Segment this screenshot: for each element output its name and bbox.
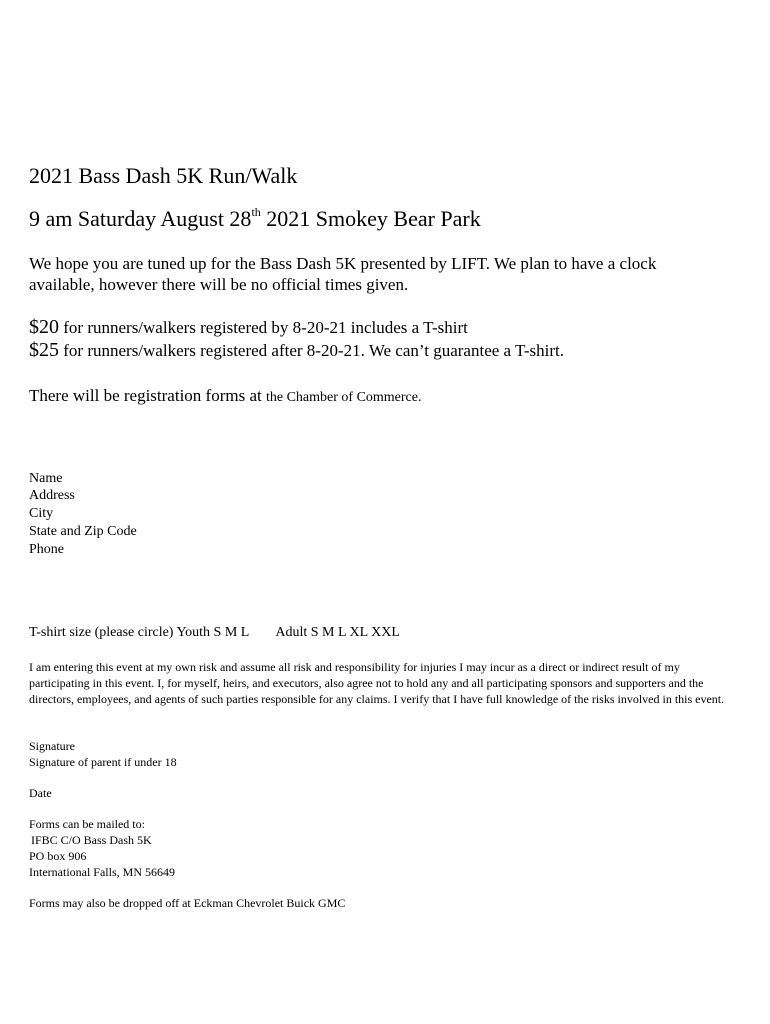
field-state-zip-label: State and Zip Code: [29, 524, 137, 539]
field-name-label: Name: [29, 471, 63, 486]
registration-location-place: the Chamber of Commerce.: [265, 390, 422, 405]
parent-signature-label: Signature of parent if under 18: [29, 755, 177, 769]
tshirt-adult-sizes: Adult S M L XL XXL: [275, 625, 400, 640]
field-address-label: Address: [29, 488, 75, 503]
price-late-text: for runners/walkers registered after 8-20-21. We can’t guarantee a T-shirt.: [59, 341, 564, 360]
field-city-label: City: [29, 506, 54, 521]
price-late-amount: $25: [29, 339, 59, 361]
event-subtitle-location: 2021 Smokey Bear Park: [260, 206, 481, 231]
tshirt-youth-sizes: T-shirt size (please circle) Youth S M L: [29, 625, 250, 640]
registration-location-lead: There will be registration forms at: [29, 386, 266, 405]
field-phone-label: Phone: [29, 542, 64, 557]
price-line-late: [29, 339, 564, 362]
mailing-address-line1: IFBC C/O Bass Dash 5K: [31, 833, 152, 847]
event-subtitle-date: 9 am Saturday August 28: [29, 206, 252, 231]
event-title: 2021 Bass Dash 5K Run/Walk: [29, 163, 298, 188]
price-line-early: [29, 316, 468, 339]
mailing-address-line3: International Falls, MN 56649: [29, 865, 175, 879]
dropoff-note: Forms may also be dropped off at Eckman Chevrolet Buick GMC: [29, 896, 346, 910]
tshirt-size-line: [29, 625, 400, 641]
mailing-heading: Forms can be mailed to:: [29, 817, 145, 831]
price-early-text: for runners/walkers registered by 8-20-21 includes a T-shirt: [59, 318, 468, 337]
event-subtitle-ordinal: th: [251, 204, 261, 219]
liability-waiver: I am entering this event at my own risk and assume all risk and responsibility for injuries I may incur as a direct or indirect result of my participating in this event. I, for myself, heirs, and executors, also agree not to hold any and all participating sponsors and supporters and the directors, employees, and agents of such parties responsible for any claims. I verify that I have full knowledge of the risks involved in this event.: [29, 660, 725, 706]
mailing-address-line2: PO box 906: [29, 849, 87, 863]
price-early-amount: $20: [29, 316, 59, 338]
intro-paragraph: We hope you are tuned up for the Bass Dash 5K presented by LIFT. We plan to have a clock available, however there will be no official times given.: [29, 254, 657, 294]
registration-location: [29, 386, 422, 406]
event-subtitle: [29, 206, 481, 232]
signature-label: Signature: [29, 739, 75, 753]
date-label: Date: [29, 786, 52, 800]
